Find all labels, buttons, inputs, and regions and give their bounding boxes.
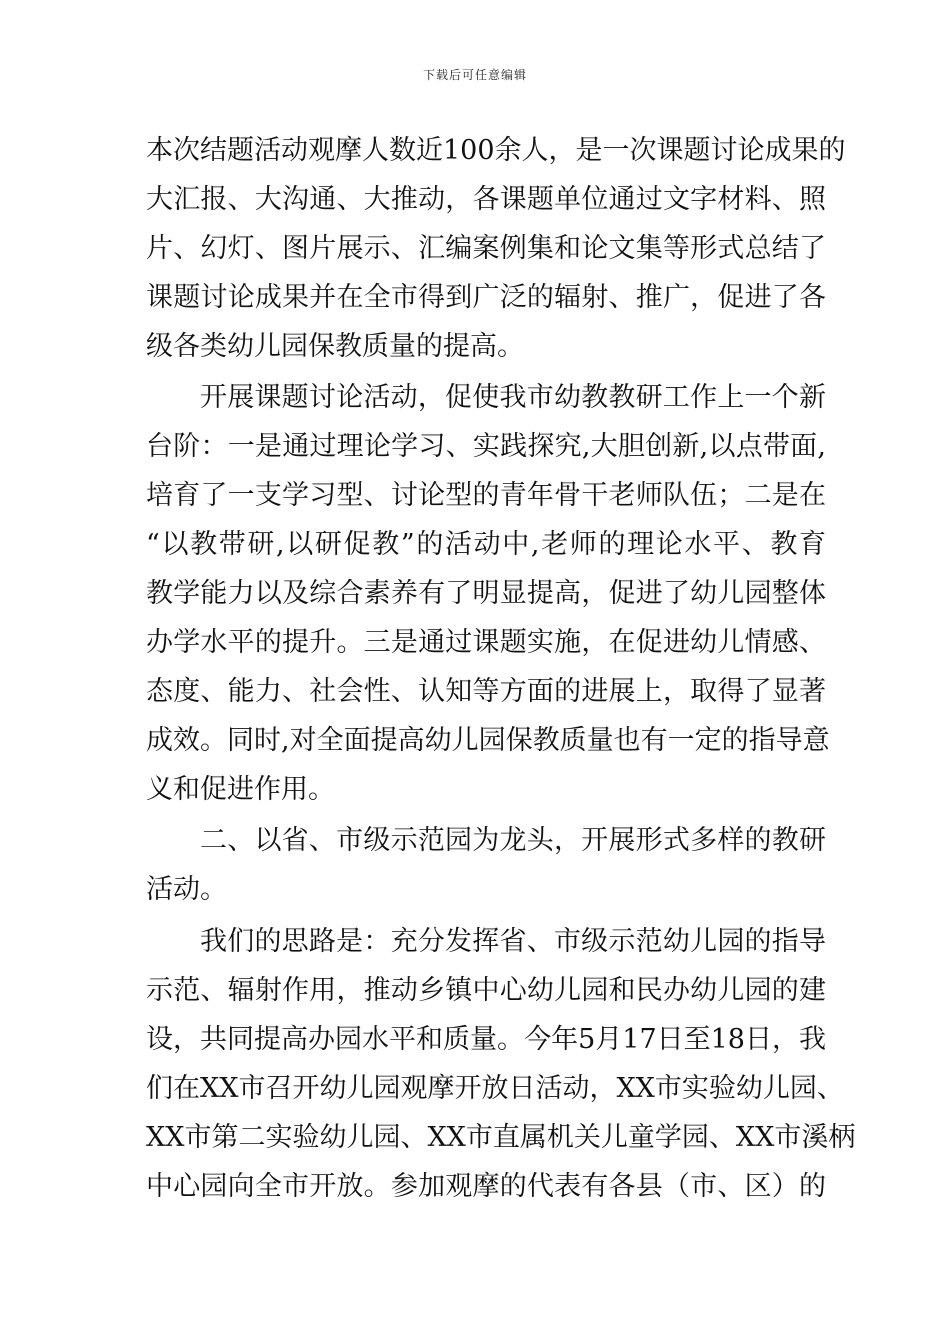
paragraph-line: XX市第二实验幼儿园、XX市直属机关儿童学园、XX市溪柄 <box>146 1122 856 1153</box>
paragraph-first-line: 开展课题讨论活动，促使我市幼教教研工作上一个新 <box>200 382 826 413</box>
paragraph-line: 义和促进作用。 <box>146 774 335 805</box>
paragraph-line: 们在XX市召开幼儿园观摩开放日活动，XX市实验幼儿园、 <box>146 1073 844 1104</box>
paragraph-first-line: 我们的思路是：充分发挥省、市级示范幼儿园的指导 <box>200 926 826 957</box>
paragraph-line: 培育了一支学习型、讨论型的青年骨干老师队伍；二是在 <box>146 480 826 511</box>
paragraph-line: 大汇报、大沟通、大推动，各课题单位通过文字材料、照 <box>146 184 826 215</box>
paragraph-line: 中心园向全市开放。参加观摩的代表有各县（市、区）的 <box>146 1171 826 1202</box>
paragraph-line: 教学能力以及综合素养有了明显提高，促进了幼儿园整体 <box>146 578 826 609</box>
section-heading-line: 二、以省、市级示范园为龙头，开展形式多样的教研 <box>200 825 826 856</box>
paragraph-line: 成效。同时,对全面提高幼儿园保教质量也有一定的指导意 <box>146 725 830 756</box>
paragraph-line: 本次结题活动观摩人数近100余人，是一次课题讨论成果的 <box>146 135 846 166</box>
paragraph-line: 片、幻灯、图片展示、汇编案例集和论文集等形式总结了 <box>146 233 826 264</box>
paragraph-line: 设，共同提高办园水平和质量。今年5月17日至18日，我 <box>146 1024 826 1055</box>
paragraph-line: 级各类幼儿园保教质量的提高。 <box>146 331 524 362</box>
paragraph-line: 态度、能力、社会性、认知等方面的进展上，取得了显著 <box>146 676 826 707</box>
paragraph-line: 办学水平的提升。三是通过课题实施，在促进幼儿情感、 <box>146 627 826 658</box>
section-heading-line: 活动。 <box>146 874 227 905</box>
paragraph-line: 台阶：一是通过理论学习、实践探究,大胆创新,以点带面, <box>146 431 826 462</box>
paragraph-line: “以教带研,以研促教”的活动中,老师的理论水平、教育 <box>146 529 826 560</box>
page-header-note: 下载后可任意编辑 <box>422 68 527 82</box>
paragraph-line: 示范、辐射作用，推动乡镇中心幼儿园和民办幼儿园的建 <box>146 975 826 1006</box>
paragraph-line: 课题讨论成果并在全市得到广泛的辐射、推广，促进了各 <box>146 282 826 313</box>
